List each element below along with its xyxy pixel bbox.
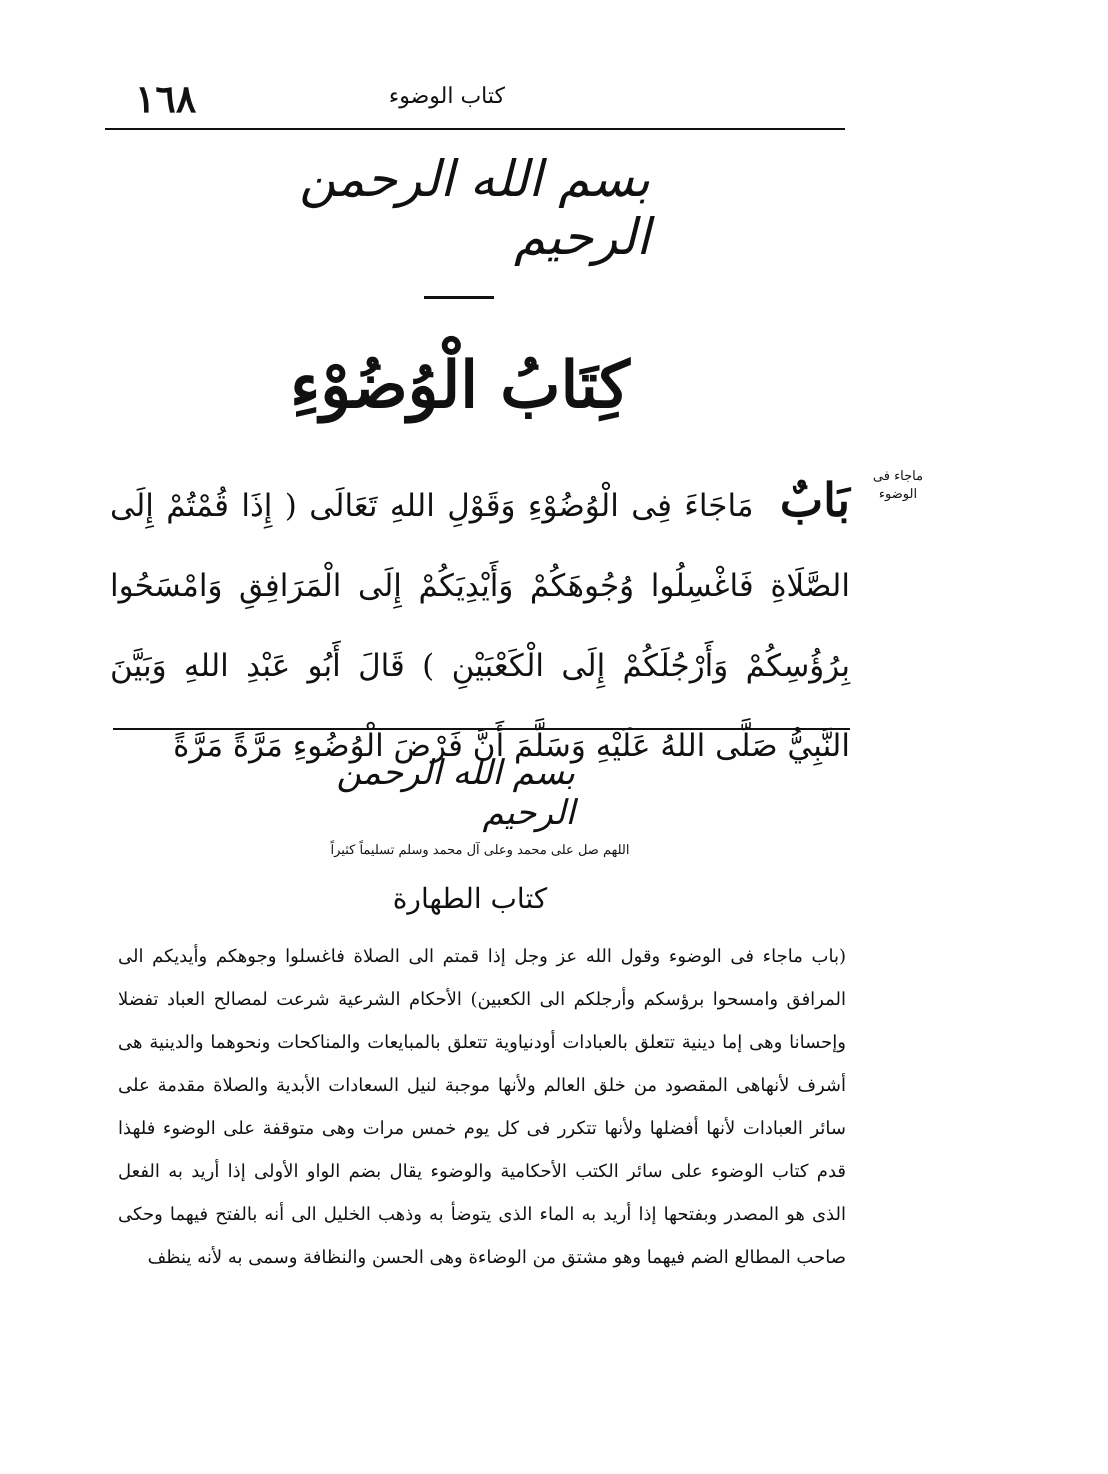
salutation-line: اللهم صل على محمد وعلى آل محمد وسلم تسليماً كثيراً: [330, 843, 630, 858]
bab-label: بَابٌ: [779, 473, 850, 527]
bab-text: مَاجَاءَ فِى الْوُضُوْءِ وَقَوْلِ اللهِ تَعَالَى ( إِذَا قُمْتُمْ إِلَى الصَّلَاةِ فَاغْسِلُوا وُجُوهَكُمْ وَأَيْدِيَكُمْ إِلَى الْمَرَافِقِ وَامْسَحُوا بِرُؤُسِكُمْ وَأَرْجُلَكُمْ إِلَى الْكَعْبَيْنِ ) قَالَ أَبُو عَبْدِ اللهِ وَبَيَّنَ النَّبِيُّ صَلَّى اللهُ عَلَيْهِ وَسَلَّمَ أَنَّ فَرْضَ الْوُضُوءِ مَرَّةً مَرَّةً: [110, 488, 850, 764]
basmala-calligraphy: بسم الله الرحمن الرحيم: [299, 150, 650, 266]
hadith-chapter-text: [110, 460, 850, 786]
commentary-title: كتاب الطهارة: [392, 882, 548, 915]
page-header: [105, 70, 845, 130]
commentary-basmala: بسم الله الرحمن الرحيم: [336, 753, 575, 833]
commentary-paragraph: (باب ماجاء فى الوضوء وقول الله عز وجل إذا قمتم الى الصلاة فاغسلوا وجوهكم وأيديكم الى المرافق وامسحوا برؤسكم وأرجلكم الى الكعبين) الأحكام الشرعية شرعت لمصالح العباد تفضلا وإحسانا وهى إما دينية تتعلق بالعبادات أودنياوية تتعلق بالمبايعات والمناكحات ونحوهما والدينية هى أشرف لأنهاهى المقصود من خلق العالم ولأنها موجبة لنيل السعادات الأبدية والصلاة مقدمة على سائر العبادات لأنها أفضلها ولأنها تتكرر فى كل يوم خمس مرات وهى متوقفة على الوضوء فلهذا قدم كتاب الوضوء على سائر الكتب الأحكامية والوضوء يقال بضم الواو الأولى إذا أريد به الفعل الذى هو المصدر وبفتحها إذا أريد به الماء الذى يتوضأ به وذهب الخليل الى أنه بالفتح فيهما وحكى صاحب المطالع الضم فيهما وهو مشتق من الوضاءة وهى الحسن والنظافة وسمى به لأنه ينظف: [118, 946, 847, 1268]
section-divider: [113, 728, 850, 730]
title-divider: [424, 296, 494, 299]
book-title: كِتَابُ الْوُضُوْءِ: [290, 347, 630, 423]
page-number: ١٦٨: [135, 76, 197, 121]
margin-note: ماجاء فى الوضوء: [872, 469, 924, 502]
running-title: كتاب الوضوء: [388, 84, 505, 109]
